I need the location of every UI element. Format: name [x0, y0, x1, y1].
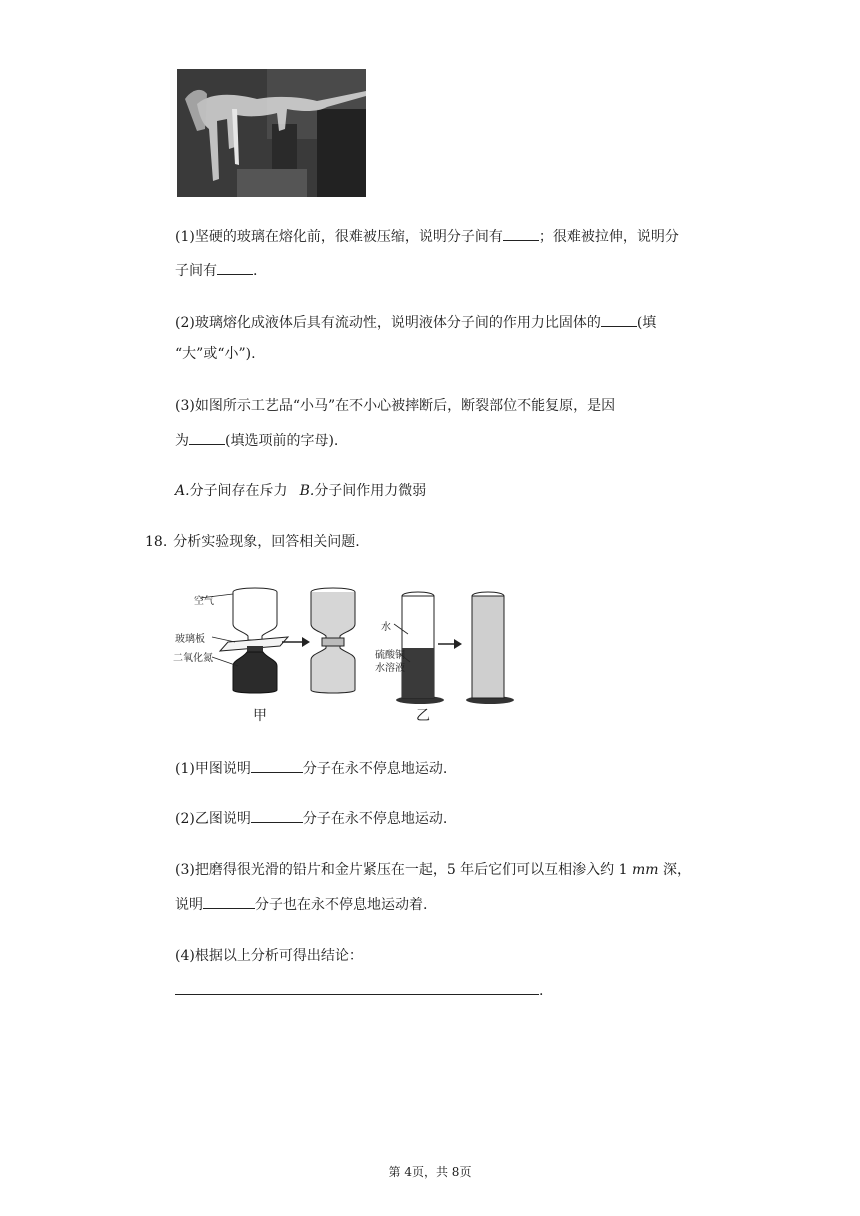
q18-part3-text: (3)把磨得很光滑的铅片和金片紧压在一起，5 年后它们可以互相渗入约	[175, 862, 619, 878]
q17-part1-line2	[175, 260, 257, 281]
answer-blank[interactable]	[217, 260, 253, 275]
q18-part3-text-2: 说明	[175, 897, 203, 913]
answer-blank[interactable]	[251, 808, 303, 823]
answer-blank[interactable]	[251, 758, 303, 773]
glass-horse-photo	[177, 69, 366, 197]
arrow-yi	[438, 639, 462, 649]
q18-part3-text-3: 分子也在永不停息地运动着.	[255, 897, 428, 913]
q18-part1-text: (1)甲图说明	[175, 761, 251, 777]
jar-pair-after	[311, 588, 355, 693]
caption-jia: 甲	[253, 708, 267, 724]
question-stem: 分析实验现象，回答相关问题.	[173, 534, 360, 550]
q18-part2-text-2: 分子在永不停息地运动.	[302, 811, 448, 827]
option-b-text: 分子间作用力微弱	[314, 483, 427, 499]
q18-part2-text: (2)乙图说明	[175, 811, 251, 827]
q17-part2-line1	[175, 312, 656, 333]
q17-part2-text: (2)玻璃熔化成液体后具有流动性，说明液体分子间的作用力比固体的	[175, 315, 601, 331]
q18-part4-text: (4)根据以上分析可得出结论：	[175, 948, 363, 964]
q17-part1-period: .	[253, 263, 258, 279]
answer-blank[interactable]	[503, 226, 539, 241]
answer-blank[interactable]	[601, 312, 637, 327]
q18-part1-text-2: 分子在永不停息地运动.	[302, 761, 448, 777]
label-cuso4-line2: 水溶液	[375, 663, 405, 674]
label-no2: 二氧化氮	[173, 653, 213, 664]
q17-part3-text: (3)如图所示工艺品“小马”在不小心被摔断后，断裂部位不能复原，是因	[175, 398, 616, 414]
answer-blank[interactable]	[203, 894, 255, 909]
q18-part1	[175, 758, 447, 779]
q18-part2	[175, 808, 447, 829]
answer-blank[interactable]	[189, 430, 225, 445]
q17-part3-line1	[175, 396, 615, 416]
q18-stem-line	[145, 532, 360, 552]
q18-part4-answer-line	[175, 980, 543, 1001]
q18-part3-tail: 深，	[658, 862, 692, 878]
conclusion-blank[interactable]	[175, 980, 539, 995]
q17-part2-text-2: (填	[636, 315, 657, 331]
q18-part3-line1	[175, 860, 691, 880]
option-b-letter: B.	[299, 483, 315, 499]
q17-part1-text: (1)坚硬的玻璃在熔化前，很难被压缩，说明分子间有	[175, 229, 503, 245]
label-air: 空气	[194, 596, 214, 607]
q17-part3-line2	[175, 430, 338, 451]
q17-part3-text-2: 为	[175, 433, 189, 449]
page-footer: 第 4页，共 8页	[388, 1165, 472, 1179]
experiment-figure	[170, 582, 515, 722]
question-number: 18.	[145, 534, 168, 550]
q17-options	[175, 481, 426, 501]
q17-part2-line2	[175, 344, 256, 364]
q18-part4	[175, 946, 363, 966]
q17-part3-text-3: (填选项前的字母).	[225, 433, 339, 449]
q17-part2-text-3: “大”或“小”).	[175, 346, 256, 362]
q18-part4-period: .	[539, 983, 544, 999]
q17-part1-text-3: 子间有	[175, 263, 217, 279]
q17-part1-line1	[175, 226, 679, 247]
label-cuso4-line1: 硫酸铜	[375, 650, 405, 661]
jar-pair-before	[220, 588, 288, 693]
cylinder-after	[466, 592, 514, 704]
caption-yi: 乙	[416, 708, 430, 724]
label-glass-plate: 玻璃板	[175, 634, 205, 645]
option-a-letter: A.	[175, 483, 190, 499]
label-water: 水	[381, 622, 391, 633]
q17-part1-text-2: ；很难被拉伸，说明分	[538, 229, 679, 245]
option-a-text: 分子间存在斥力	[189, 483, 288, 499]
experiment-diagram	[170, 582, 515, 722]
q18-part3-number: 1	[618, 862, 628, 878]
q18-part3-unit: mm	[632, 862, 659, 878]
q18-part3-line2	[175, 894, 427, 915]
